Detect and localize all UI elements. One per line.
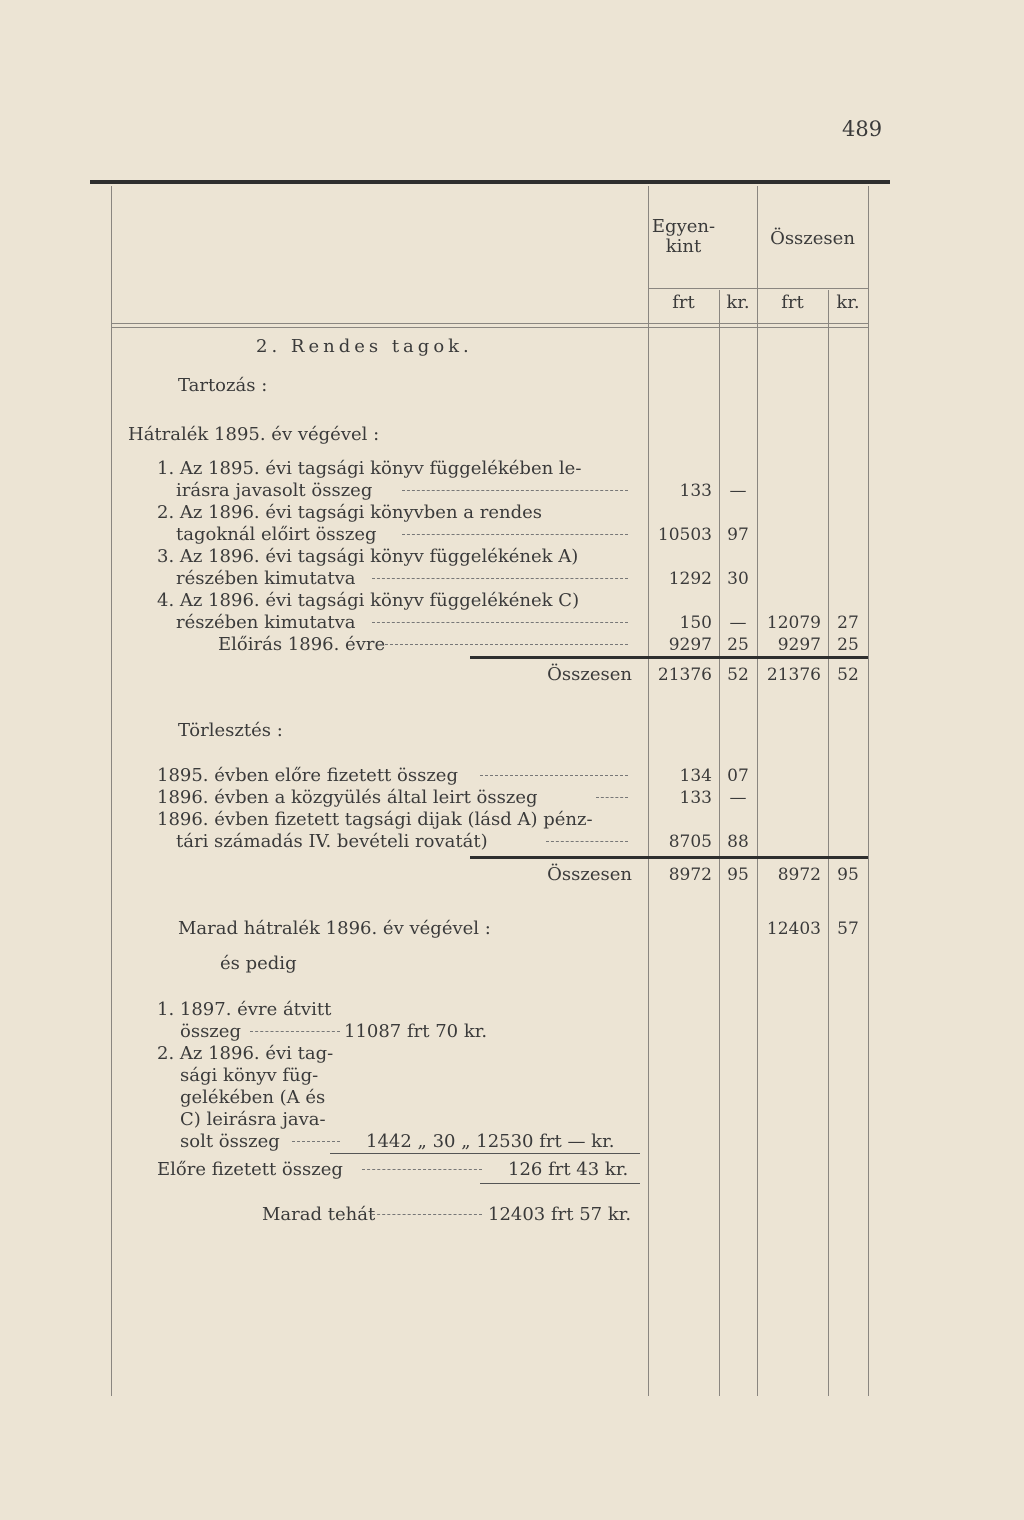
- leader-dots: [372, 578, 628, 579]
- leader-dots: [372, 1214, 482, 1215]
- leader-dots: [480, 775, 628, 776]
- leader-dots: [380, 644, 628, 645]
- header-kr-1: kr.: [726, 292, 750, 313]
- debt-item-3-frt: 1292: [668, 569, 712, 589]
- eloiras-sum-frt: 9297: [777, 635, 821, 655]
- sub-item-1-value: 11087 frt 70 kr.: [344, 1021, 488, 1042]
- header-osszesen: Összesen: [770, 228, 855, 249]
- total-2-sum-kr: 95: [837, 865, 859, 885]
- debt-item-3-kr: 30: [727, 569, 749, 589]
- left-border: [111, 186, 112, 1396]
- header-egyenkint-l1: Egyen-: [651, 216, 716, 237]
- total-1-kr: 52: [727, 665, 749, 685]
- debt-item-4-frt: 150: [679, 613, 712, 633]
- remaining-label: Marad hátralék 1896. év végével :: [178, 918, 491, 939]
- leader-dots: [402, 534, 628, 535]
- es-pedig: és pedig: [220, 953, 297, 974]
- debt-item-3-line-2: részében kimutatva: [176, 568, 356, 589]
- leader-dots: [402, 490, 628, 491]
- leader-dots: [292, 1141, 340, 1142]
- total-2-label: Összesen: [547, 864, 632, 885]
- payment-1-frt: 134: [679, 766, 712, 786]
- leader-dots: [546, 841, 628, 842]
- payment-3-kr: 88: [727, 832, 749, 852]
- elore-value: 126 frt 43 kr.: [508, 1159, 629, 1180]
- payment-2-line-1: 1896. évben a közgyülés által leirt összeg: [157, 787, 538, 808]
- tartozas-heading: Tartozás :: [178, 375, 268, 396]
- col-divider-3: [757, 186, 758, 1396]
- hatralek-heading: Hátralék 1895. év végével :: [128, 424, 380, 445]
- marad-value: 12403 frt 57 kr.: [488, 1204, 632, 1225]
- leader-dots: [250, 1031, 340, 1032]
- debt-item-1-frt: 133: [679, 481, 712, 501]
- sub-item-2-line-5: solt összeg: [180, 1131, 280, 1152]
- col-divider-4: [828, 290, 829, 1396]
- debt-item-2-frt: 10503: [657, 525, 712, 545]
- sub-items-rule: [330, 1153, 640, 1154]
- marad-label: Marad tehát: [262, 1204, 376, 1225]
- total-2-kr: 95: [727, 865, 749, 885]
- payment-1-kr: 07: [727, 766, 749, 786]
- sub-item-1-line-2: összeg: [180, 1021, 241, 1042]
- payment-1-line-1: 1895. évben előre fizetett összeg: [157, 765, 458, 786]
- sub-item-2-line-1: 2. Az 1896. évi tag-: [157, 1043, 334, 1064]
- eloiras-frt: 9297: [668, 635, 712, 655]
- debt-item-1-line-1: 1. Az 1895. évi tagsági könyv függelékében le-: [157, 458, 582, 479]
- sub-item-1-line-1: 1. 1897. évre átvitt: [157, 999, 332, 1020]
- total-1-sum-frt: 21376: [766, 665, 821, 685]
- leader-dots: [596, 797, 628, 798]
- debt-item-2-line-2: tagoknál előirt összeg: [176, 524, 377, 545]
- leader-dots: [372, 622, 628, 623]
- top-rule: [90, 180, 890, 184]
- sub-item-2-line-2: sági könyv füg-: [180, 1065, 319, 1086]
- header-frt-1: frt: [672, 292, 695, 313]
- sub-item-2-line-3: gelékében (A és: [180, 1087, 326, 1108]
- payment-2-kr: —: [729, 788, 747, 808]
- total-1-label: Összesen: [547, 664, 632, 685]
- header-egyenkint-l2: kint: [665, 236, 702, 257]
- right-border: [868, 186, 869, 1396]
- total-2-rule: [470, 856, 868, 859]
- debt-item-2-kr: 97: [727, 525, 749, 545]
- elore-rule: [480, 1183, 640, 1184]
- eloiras-sum-kr: 25: [837, 635, 859, 655]
- debt-item-4-line-2: részében kimutatva: [176, 612, 356, 633]
- section-title: 2. Rendes tagok.: [256, 336, 473, 357]
- debt-item-4-kr: —: [729, 613, 747, 633]
- debt-item-1-line-2: irásra javasolt összeg: [176, 480, 373, 501]
- debt-item-1-kr: —: [729, 481, 747, 501]
- total-2-frt: 8972: [668, 865, 712, 885]
- page-number: 489: [842, 117, 883, 141]
- total-1-frt: 21376: [657, 665, 712, 685]
- payment-3-line-2: tári számadás IV. bevételi rovatát): [176, 831, 488, 852]
- header-bottom-rule-2: [111, 327, 868, 328]
- debt-subtotal-kr: 27: [837, 613, 859, 633]
- total-1-rule: [470, 656, 868, 659]
- remaining-frt: 12403: [766, 919, 821, 939]
- debt-item-2-line-1: 2. Az 1896. évi tagsági könyvben a rendes: [157, 502, 542, 523]
- debt-item-4-line-1: 4. Az 1896. évi tagsági könyv függelékének C): [157, 590, 580, 611]
- debt-item-3-line-1: 3. Az 1896. évi tagsági könyv függelékének A): [157, 546, 579, 567]
- header-bottom-rule: [111, 323, 868, 324]
- header-frt-2: frt: [781, 292, 804, 313]
- payment-2-frt: 133: [679, 788, 712, 808]
- sub-item-2-value: 1442 „ 30 „ 12530 frt — kr.: [366, 1131, 615, 1152]
- eloiras-label: Előirás 1896. évre: [218, 634, 386, 655]
- payment-3-line-1: 1896. évben fizetett tagsági dijak (lásd A) pénz-: [157, 809, 593, 830]
- sub-item-2-line-4: C) leirásra java-: [180, 1109, 326, 1130]
- remaining-kr: 57: [837, 919, 859, 939]
- debt-subtotal-frt: 12079: [766, 613, 821, 633]
- elore-label: Előre fizetett összeg: [157, 1159, 343, 1180]
- header-mid-rule: [648, 288, 868, 289]
- payment-3-frt: 8705: [668, 832, 712, 852]
- header-kr-2: kr.: [836, 292, 860, 313]
- torlesztes-heading: Törlesztés :: [178, 720, 283, 741]
- leader-dots: [362, 1169, 482, 1170]
- eloiras-kr: 25: [727, 635, 749, 655]
- total-1-sum-kr: 52: [837, 665, 859, 685]
- total-2-sum-frt: 8972: [777, 865, 821, 885]
